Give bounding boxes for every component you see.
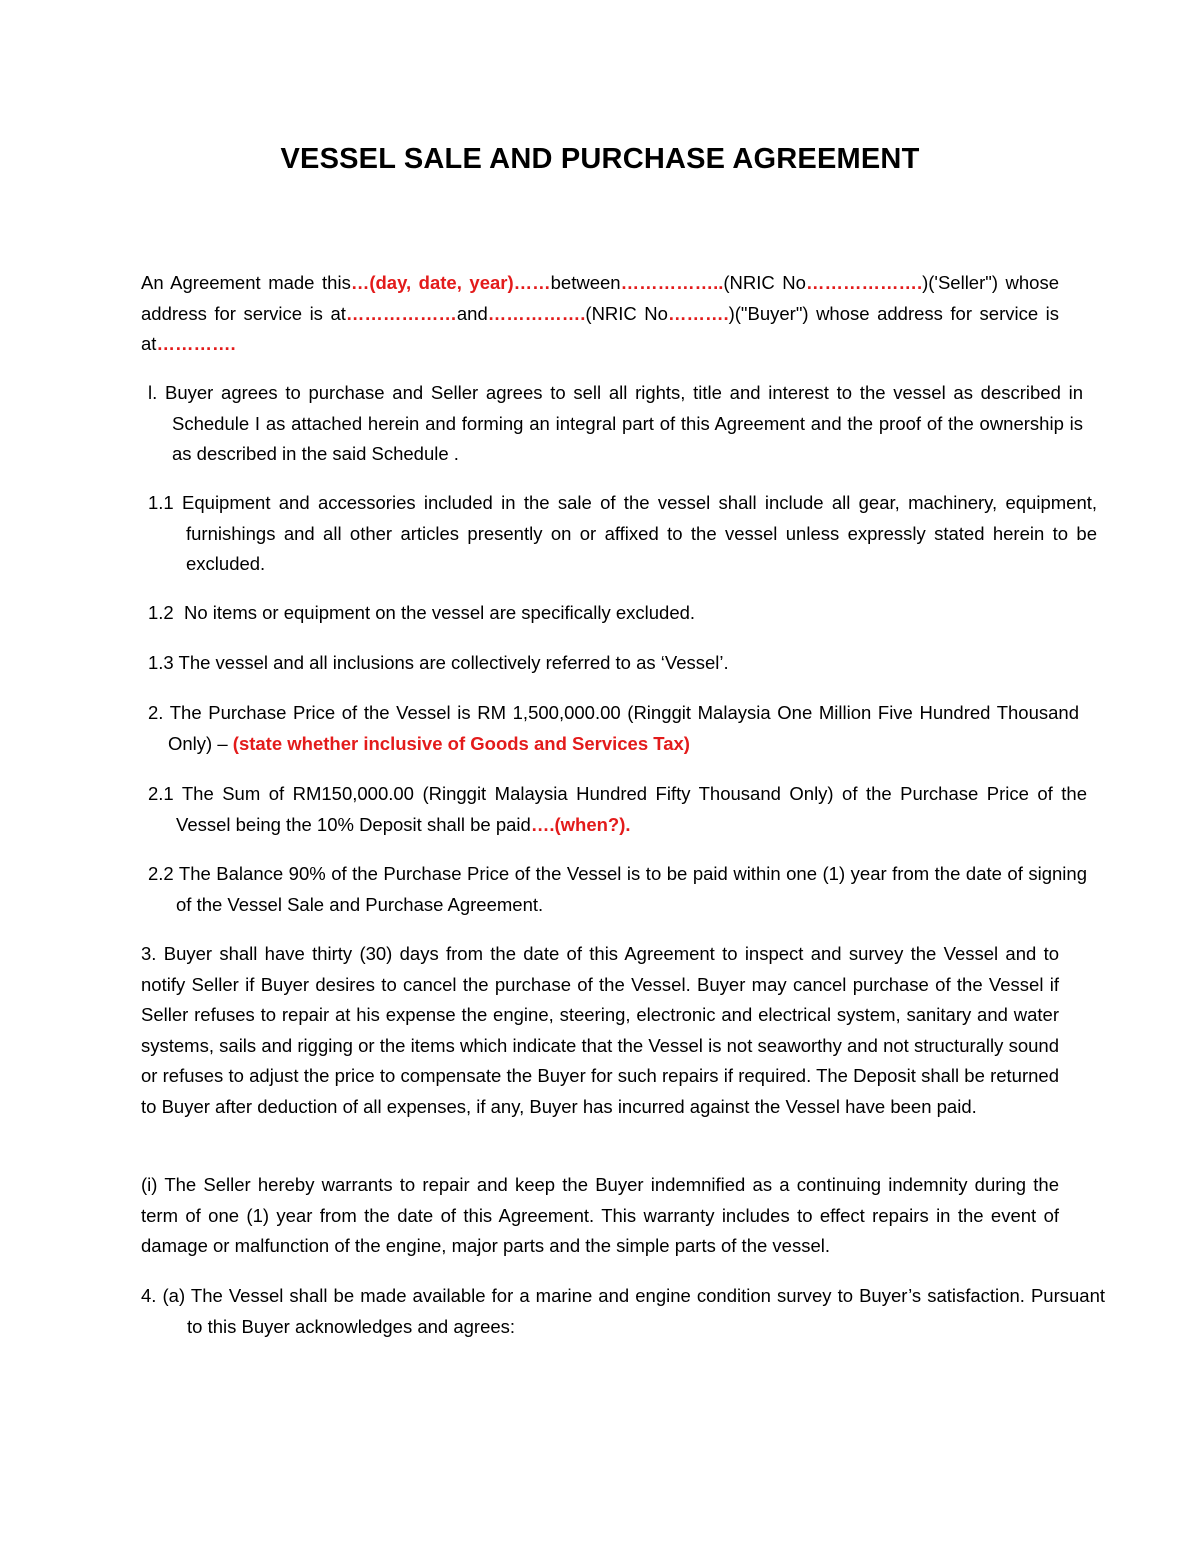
clause-number: 2. [148, 702, 164, 723]
clause-2-1 [148, 779, 1087, 840]
clause-number: 3. [141, 943, 157, 964]
blank-date: …(day, date, year)…… [350, 272, 551, 293]
clause-1-3 [148, 648, 1059, 679]
blank-buyer-address: …………. [156, 333, 236, 355]
intro-text-6: (NRIC No [585, 302, 668, 324]
clause-number: 1.1 [148, 492, 174, 513]
clause-text: Buyer shall have thirty (30) days from the date of this Agreement to inspect and survey the Vessel and to notify Seller if Buyer desires to cancel the purchase of the Vessel. Buyer may cancel purchase of the Vessel if Seller refuses to repair at his expense the engine, steering, electronic and electrical system, sanitary and water systems, sails and rigging or the items which indicate that the Vessel is not seaworthy and not structurally sound or refuses to adjust the price to compensate the Buyer for such repairs if required. The Deposit shall be returned to Buyer after deduction of all expenses, if any, Buyer has incurred against the Vessel have been paid. [141, 943, 1060, 1117]
blank-seller-nric: ………………. [805, 272, 923, 293]
clause-number: 4. [141, 1285, 157, 1306]
clause-4 [141, 1281, 1105, 1342]
clause-number: 1.2 [148, 602, 174, 623]
clause-number: (i) [141, 1174, 158, 1195]
intro-text-4: )('Seller") whose address for service is at [141, 272, 1060, 324]
clause-text: Buyer agrees to purchase and Seller agrees to sell all rights, title and interest to the vessel as described in Schedule I as attached herein and forming an integral part of this Agreement and the proof of the ownership is as described in the said Schedule . [164, 382, 1084, 465]
clause-3 [141, 939, 1059, 1123]
clause-text: The Seller hereby warrants to repair and keep the Buyer indemnified as a continuing indemnity during the term of one (1) year from the date of this Agreement. This warranty includes to effect repairs in the event of damage or malfunction of the engine, major parts and the simple parts of the vessel. [141, 1174, 1060, 1257]
clause-3-i [141, 1170, 1059, 1262]
blank-seller-address: ……………… [345, 302, 457, 324]
intro-text-3: (NRIC No [723, 272, 806, 293]
clause-text: Equipment and accessories included in the sale of the vessel shall include all gear, machinery, equipment, furnishings and all other articles presently on or affixed to the vessel unless expressly stated herein to be excluded. [182, 492, 1098, 575]
document-title: VESSEL SALE AND PURCHASE AGREEMENT [280, 143, 920, 175]
clause-number: 2.2 [148, 863, 174, 884]
clause-text: The vessel and all inclusions are collectively referred to as ‘Vessel’. [178, 652, 729, 673]
clause-text: The Balance 90% of the Purchase Price of the Vessel is to be paid within one (1) year from the date of signing of the Vessel Sale and Purchase Agreement. [176, 863, 1087, 915]
clause-number: 1.3 [148, 652, 174, 673]
clause-1-2 [148, 598, 1059, 629]
clause-text: The Sum of RM150,000.00 (Ringgit Malaysia Hundred Fifty Thousand Only) of the Purchase Price of the Vessel being the 10% Deposit shall be paid [176, 783, 1087, 835]
blank-buyer-nric: ………. [667, 302, 729, 324]
clause-text: No items or equipment on the vessel are specifically excluded. [184, 602, 696, 623]
clause-1-1 [148, 488, 1097, 580]
clause-text: The Vessel shall be made available for a marine and engine condition survey to Buyer’s satisfaction. Pursuant to this Buyer acknowledges and agrees: [187, 1285, 1106, 1337]
blank-buyer-name: ……………. [487, 302, 586, 324]
intro-text-5: and [456, 302, 488, 324]
intro-text-7: )("Buyer") whose address for service is at [141, 302, 1060, 355]
clause-sub-number: (a) [162, 1285, 186, 1306]
deposit-when-note: ….(when?). [530, 813, 631, 835]
clause-number: l. [148, 382, 158, 403]
intro-paragraph [141, 268, 1059, 360]
clause-2-2 [148, 859, 1087, 920]
intro-text-1: An Agreement made this [141, 272, 351, 293]
clause-2 [148, 698, 1079, 759]
clause-text: The Purchase Price of the Vessel is RM 1,500,000.00 (Ringgit Malaysia One Million Five Hundred Thousand Only) – [168, 702, 1079, 754]
intro-text-2: between [550, 272, 621, 293]
clause-number: 2.1 [148, 783, 174, 804]
gst-note: (state whether inclusive of Goods and Services Tax) [232, 732, 690, 754]
clause-1 [148, 378, 1083, 470]
blank-seller-name: …………….. [620, 272, 724, 293]
